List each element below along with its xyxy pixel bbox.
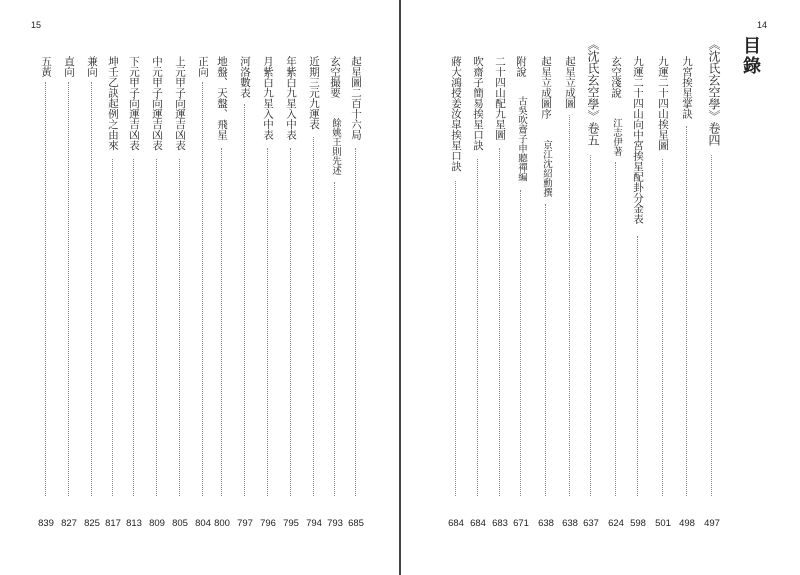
- toc-entry-title: 正向: [197, 56, 209, 77]
- toc-entry-page: 685: [348, 518, 364, 529]
- dot-leader: [244, 104, 245, 496]
- toc-entry-page: 638: [538, 518, 554, 529]
- toc-entry-title: 地盤、天盤、飛星: [216, 56, 228, 140]
- toc-entry-page: 805: [172, 518, 188, 529]
- toc-entry-page: 793: [327, 518, 343, 529]
- toc-entry-page: 809: [149, 518, 165, 529]
- dot-leader: [499, 148, 500, 496]
- toc-entry: [563, 56, 577, 500]
- toc-entry-page: 684: [448, 518, 464, 529]
- dot-leader: [615, 162, 616, 496]
- dot-leader: [290, 148, 291, 496]
- toc-entry-title: 起星立成圖: [564, 56, 576, 109]
- toc-entry-title: 河洛數表: [239, 56, 251, 98]
- dot-leader: [156, 159, 157, 496]
- toc-entry-author: 餘姚王則先述: [330, 118, 341, 175]
- toc-entry: [307, 56, 321, 500]
- toc-entry-page: 497: [704, 518, 720, 529]
- dot-leader: [520, 190, 521, 496]
- toc-entry: [173, 56, 187, 500]
- toc-entry-page: 794: [306, 518, 322, 529]
- dot-leader: [45, 82, 46, 496]
- toc-entry-title: 五黃: [40, 56, 52, 77]
- toc-entry: [39, 56, 53, 500]
- dot-leader: [267, 148, 268, 496]
- toc-entry-title: 蔣大鴻授姜汝皐挨星口訣: [450, 56, 462, 172]
- dot-leader: [711, 155, 712, 497]
- dot-leader: [334, 182, 335, 496]
- toc-entry-page: 498: [679, 518, 695, 529]
- toc-entry: [656, 56, 670, 500]
- toc-entry-title: 年紫白九星入中表: [285, 56, 297, 140]
- toc-entry-title: 吹齋子簡易挨星口訣: [472, 56, 484, 151]
- toc-entry-title: 《沈氏玄空學》卷四: [707, 38, 721, 146]
- toc-entry: [493, 56, 507, 500]
- toc-entry: [705, 38, 719, 500]
- dot-leader: [112, 159, 113, 496]
- dot-leader: [68, 82, 69, 496]
- toc-entry-title: 起星圖二百十六局: [350, 56, 362, 140]
- toc-entry-author: 江志伊著: [611, 118, 622, 156]
- toc-entry-page: 684: [470, 518, 486, 529]
- dot-leader: [91, 82, 92, 496]
- toc-entry-title: 《沈氏玄空學》卷五: [586, 38, 600, 146]
- dot-leader: [637, 236, 638, 496]
- toc-entry-author: 京江沈紹勳撰: [541, 140, 552, 197]
- toc-entry: [284, 56, 298, 500]
- toc-entry-title: 月紫白九星入中表: [262, 56, 274, 140]
- toc-entry: [609, 56, 623, 500]
- toc-entry-page: 839: [38, 518, 54, 529]
- toc-entry-title: 附說: [515, 56, 527, 77]
- toc-entry: [150, 56, 164, 500]
- toc-entry-title: 坤壬乙訣起例之由來: [107, 56, 119, 151]
- toc-entry: [449, 56, 463, 500]
- dot-leader: [662, 159, 663, 496]
- toc-entry-title: 近期三元九運表: [308, 56, 320, 130]
- dot-leader: [179, 159, 180, 496]
- toc-entry-title: 上元甲子向運吉凶表: [174, 56, 186, 151]
- toc-entry: [584, 38, 598, 500]
- toc-entry: [215, 56, 229, 500]
- toc-entry: [349, 56, 363, 500]
- toc-entry-page: 797: [237, 518, 253, 529]
- toc-entry-page: 624: [608, 518, 624, 529]
- dot-leader: [590, 155, 591, 497]
- toc-entry: [127, 56, 141, 500]
- dot-leader: [455, 181, 456, 496]
- toc-entry-page: 637: [583, 518, 599, 529]
- toc-entry-page: 598: [630, 518, 646, 529]
- toc-entry-page: 827: [61, 518, 77, 529]
- page-number: 14: [756, 20, 767, 30]
- toc-entry: [680, 56, 694, 500]
- toc-entry-page: 804: [195, 518, 211, 529]
- dot-leader: [477, 159, 478, 496]
- toc-entry: [261, 56, 275, 500]
- right-page: [401, 0, 800, 575]
- toc-entry-page: 683: [492, 518, 508, 529]
- toc-entry-title: 兼向: [86, 56, 98, 77]
- toc-entry: [514, 56, 528, 500]
- toc-entry-page: 813: [126, 518, 142, 529]
- dot-leader: [545, 204, 546, 496]
- dot-leader: [133, 159, 134, 496]
- toc-entry-title: 九運二十四山向中宮挨星配卦分金表: [632, 56, 644, 224]
- toc-entry-title: 下元甲子向運吉凶表: [128, 56, 140, 151]
- toc-entry-title: 起星立成圖序: [540, 56, 552, 119]
- toc-entry: [196, 56, 210, 500]
- dot-leader: [221, 148, 222, 496]
- toc-entry-page: 638: [562, 518, 578, 529]
- toc-entry: [62, 56, 76, 500]
- toc-entry-page: 796: [260, 518, 276, 529]
- toc-entry: [539, 56, 553, 500]
- toc-entry: [631, 56, 645, 500]
- toc-entry-title: 玄空淺說: [610, 56, 622, 98]
- toc-entry: [106, 56, 120, 500]
- dot-leader: [569, 115, 570, 496]
- toc-entry-page: 795: [283, 518, 299, 529]
- toc-entry-author: 古吳吹齋子申聽禪編: [516, 96, 527, 182]
- toc-entry-page: 817: [105, 518, 121, 529]
- toc-entry: [471, 56, 485, 500]
- toc-entry-title: 直向: [63, 56, 75, 77]
- toc-entry: [85, 56, 99, 500]
- toc-entry-page: 671: [513, 518, 529, 529]
- toc-entry-title: 玄空撮要: [329, 56, 341, 98]
- toc-entry-title: 中元甲子向運吉凶表: [151, 56, 163, 151]
- dot-leader: [202, 82, 203, 496]
- toc-entry-title: 九運二十四山挨星圖: [657, 56, 669, 151]
- toc-entry-title: 九宮挨星掌訣: [681, 56, 693, 119]
- toc-heading: 目錄: [740, 36, 761, 76]
- toc-entry: [238, 56, 252, 500]
- toc-entry-page: 501: [655, 518, 671, 529]
- dot-leader: [686, 126, 687, 496]
- toc-entry-page: 800: [214, 518, 230, 529]
- dot-leader: [355, 148, 356, 496]
- toc-entry-page: 825: [84, 518, 100, 529]
- toc-entry-title: 二十四山配九星圖: [494, 56, 506, 140]
- dot-leader: [313, 137, 314, 496]
- page-number: 15: [31, 20, 42, 30]
- toc-entry: [328, 56, 342, 500]
